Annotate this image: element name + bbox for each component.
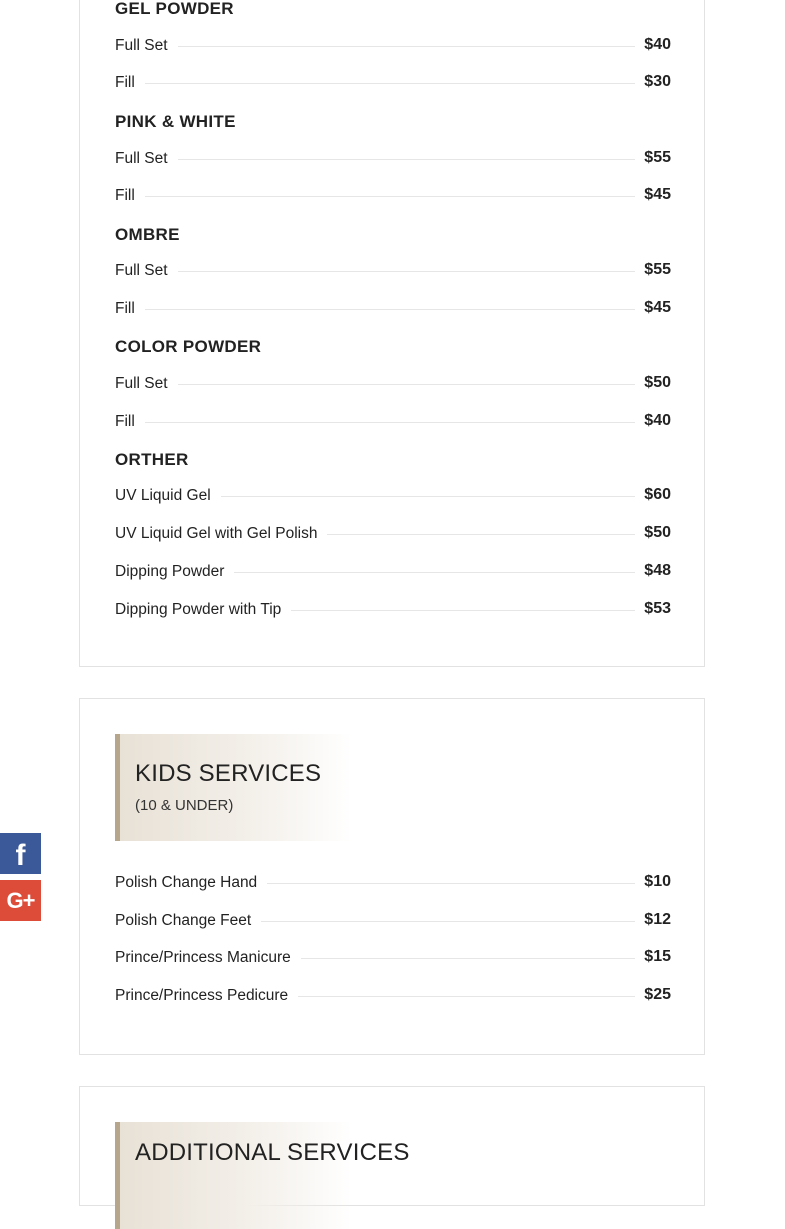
menu-item bbox=[115, 185, 671, 207]
googleplus-share-button[interactable] bbox=[0, 880, 41, 921]
item-name: Full Set bbox=[115, 373, 178, 395]
item-name: Fill bbox=[115, 185, 145, 207]
item-name: Polish Change Hand bbox=[115, 872, 267, 894]
item-name: UV Liquid Gel with Gel Polish bbox=[115, 523, 327, 545]
dotted-leader bbox=[115, 422, 635, 423]
menu-item bbox=[115, 373, 671, 395]
item-name: UV Liquid Gel bbox=[115, 485, 221, 507]
item-price: $53 bbox=[644, 600, 671, 617]
item-name: Fill bbox=[115, 72, 145, 94]
item-price: $55 bbox=[644, 149, 671, 166]
google-plus-icon: G+ bbox=[6, 887, 35, 913]
item-name: Dipping Powder bbox=[115, 561, 234, 583]
additional-services-card bbox=[79, 1086, 705, 1206]
menu-item bbox=[115, 260, 671, 282]
menu-item bbox=[115, 947, 671, 969]
item-price: $50 bbox=[644, 524, 671, 541]
menu-item bbox=[115, 72, 671, 94]
dotted-leader bbox=[115, 46, 635, 47]
dotted-leader bbox=[115, 309, 635, 310]
item-name: Fill bbox=[115, 298, 145, 320]
item-price: $25 bbox=[644, 986, 671, 1003]
menu-item bbox=[115, 985, 671, 1007]
item-price: $55 bbox=[644, 261, 671, 278]
kids-section-header bbox=[115, 734, 352, 841]
menu-item bbox=[115, 148, 671, 170]
item-name: Polish Change Feet bbox=[115, 910, 261, 932]
facebook-share-button[interactable] bbox=[0, 833, 41, 874]
item-name: Dipping Powder with Tip bbox=[115, 599, 291, 621]
item-price: $30 bbox=[644, 73, 671, 90]
item-name: Prince/Princess Pedicure bbox=[115, 985, 298, 1007]
section-title: ADDITIONAL SERVICES bbox=[135, 1139, 410, 1166]
item-name: Prince/Princess Manicure bbox=[115, 947, 301, 969]
group-title-ombre: OMBRE bbox=[115, 225, 180, 244]
item-name: Fill bbox=[115, 411, 145, 433]
dotted-leader bbox=[115, 159, 635, 160]
group-title-orther: ORTHER bbox=[115, 450, 189, 469]
dotted-leader bbox=[115, 83, 635, 84]
item-price: $12 bbox=[644, 911, 671, 928]
menu-item bbox=[115, 872, 671, 894]
acrylic-services-card bbox=[79, 0, 705, 667]
item-price: $48 bbox=[644, 562, 671, 579]
menu-item bbox=[115, 599, 671, 621]
group-title-gel-powder: GEL POWDER bbox=[115, 0, 234, 18]
menu-item bbox=[115, 561, 671, 583]
kids-services-card bbox=[79, 698, 705, 1055]
item-name: Full Set bbox=[115, 148, 178, 170]
group-title-color-powder: COLOR POWDER bbox=[115, 337, 262, 356]
item-price: $50 bbox=[644, 374, 671, 391]
dotted-leader bbox=[115, 271, 635, 272]
menu-item bbox=[115, 910, 671, 932]
dotted-leader bbox=[115, 384, 635, 385]
item-name: Full Set bbox=[115, 260, 178, 282]
item-price: $40 bbox=[644, 36, 671, 53]
item-price: $45 bbox=[644, 186, 671, 203]
group-title-pink-white: PINK & WHITE bbox=[115, 112, 236, 131]
menu-item bbox=[115, 298, 671, 320]
menu-item bbox=[115, 35, 671, 57]
section-subtitle: (10 & UNDER) bbox=[135, 797, 234, 814]
facebook-icon: f bbox=[15, 839, 26, 872]
item-price: $45 bbox=[644, 299, 671, 316]
menu-item bbox=[115, 485, 671, 507]
item-price: $10 bbox=[644, 873, 671, 890]
item-price: $60 bbox=[644, 486, 671, 503]
item-name: Full Set bbox=[115, 35, 178, 57]
section-title: KIDS SERVICES bbox=[135, 760, 322, 787]
item-price: $15 bbox=[644, 948, 671, 965]
additional-section-header bbox=[115, 1122, 410, 1229]
dotted-leader bbox=[115, 196, 635, 197]
item-price: $40 bbox=[644, 412, 671, 429]
menu-item bbox=[115, 411, 671, 433]
menu-item bbox=[115, 523, 671, 545]
